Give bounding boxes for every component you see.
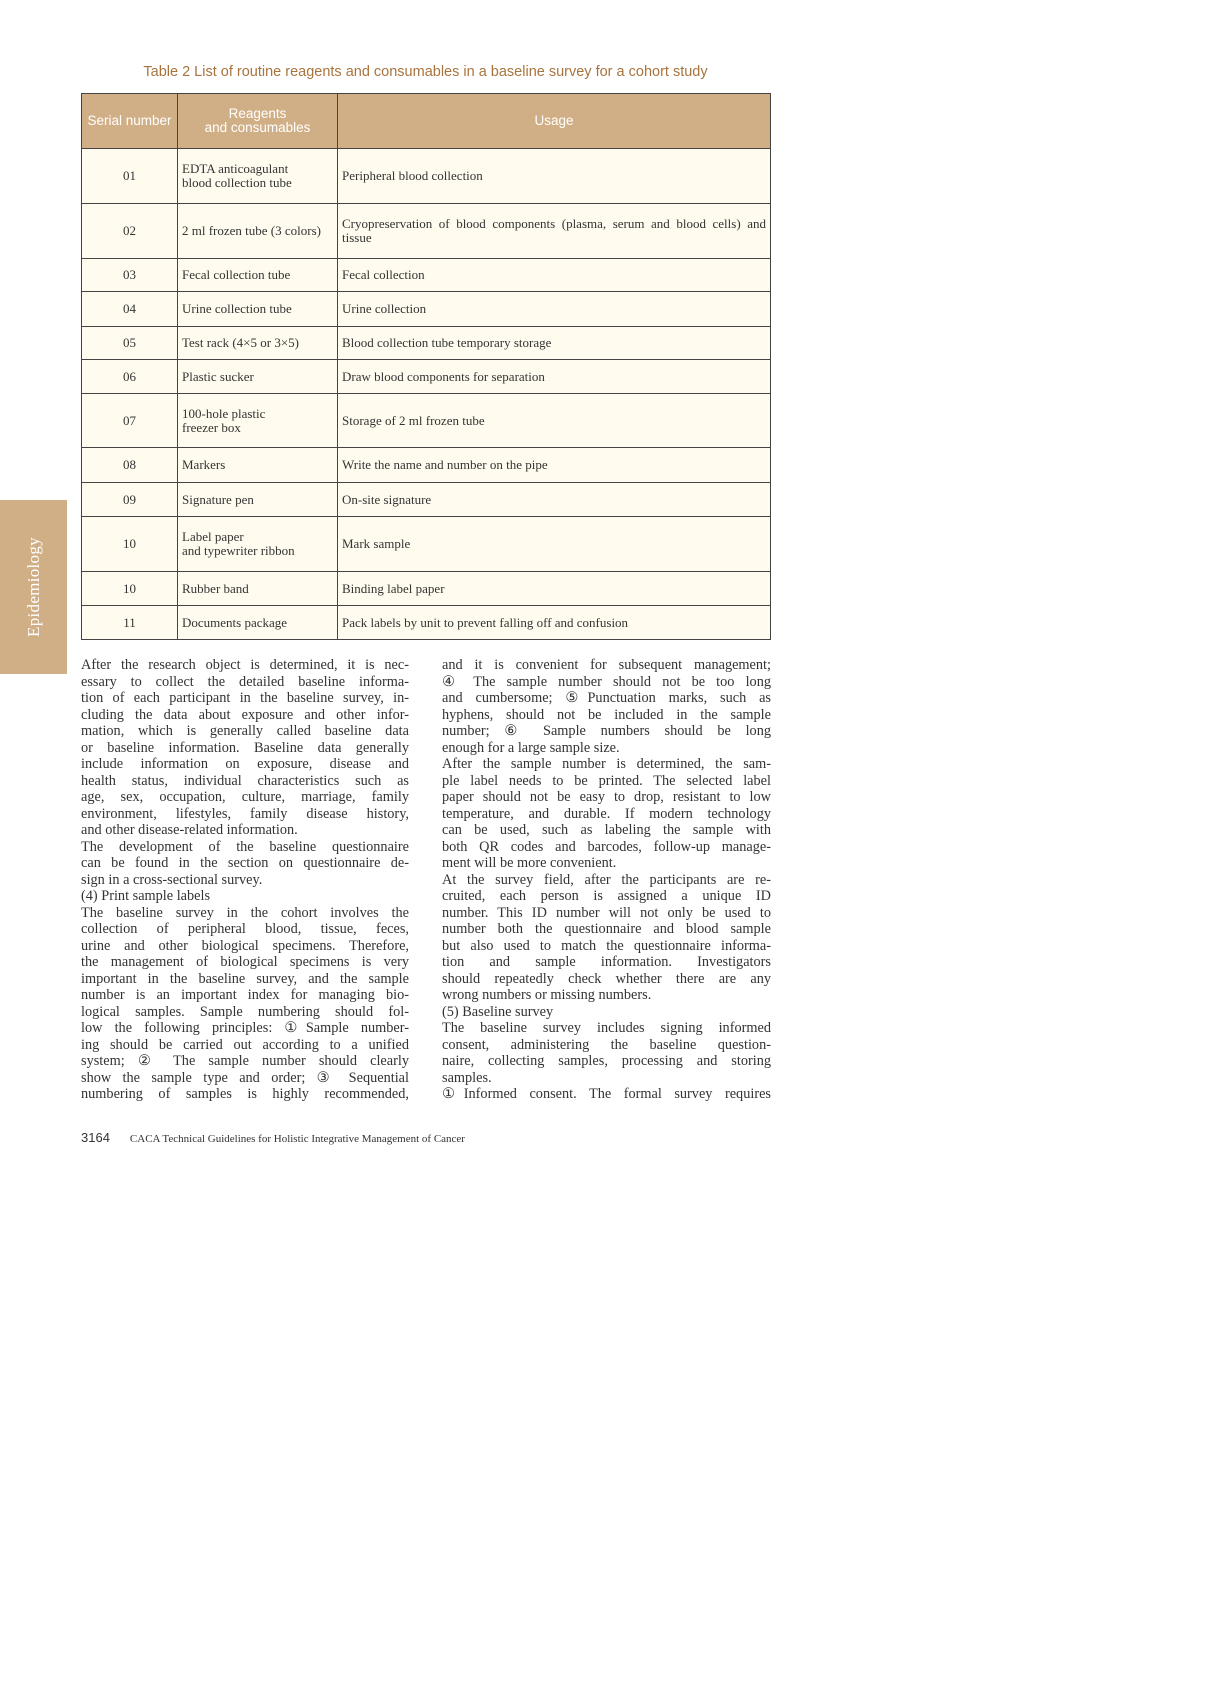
header-reagents: Reagents and consumables <box>178 94 338 149</box>
table-row <box>82 259 771 292</box>
body-text-line: both QR codes and barcodes, follow-up manage- <box>442 838 771 855</box>
table-row <box>82 360 771 394</box>
body-text-line: tion of each participant in the baseline survey, in- <box>81 690 409 706</box>
body-text-line: urine and other biological specimens. Therefore, <box>81 937 409 954</box>
body-text-line: number; ⑥ Sample numbers should be long <box>442 723 771 739</box>
journal-title: CACA Technical Guidelines for Holistic Integrative Management of Cancer <box>129 1133 465 1145</box>
body-text-line: wrong numbers or missing numbers. <box>442 987 652 1003</box>
cell-reagent: Fecal collection tube <box>178 259 338 292</box>
body-text-line: cluding the data about exposure and other infor- <box>81 706 409 723</box>
body-text-line: temperature, and durable. If modern technology <box>442 805 771 822</box>
body-text-line: ple label needs to be printed. The selected label <box>442 772 771 789</box>
cell-usage: On-site signature <box>338 483 771 517</box>
header-serial-number: Serial number <box>82 94 178 149</box>
body-column-right <box>442 657 771 1103</box>
body-text-line: essary to collect the detailed baseline informa- <box>81 673 409 690</box>
table-row <box>82 572 771 606</box>
body-text-line: After the sample number is determined, the sam- <box>442 756 771 772</box>
cell-usage: Binding label paper <box>338 572 771 606</box>
body-text-line: paper should not be easy to drop, resistant to low <box>442 789 771 805</box>
body-text-line: The baseline survey includes signing informed <box>442 1020 771 1036</box>
cell-serial-number: 10 <box>82 517 178 572</box>
cell-usage: Blood collection tube temporary storage <box>338 327 771 360</box>
reagents-table <box>81 93 771 640</box>
body-text-line: collection of peripheral blood, tissue, feces, <box>81 921 409 937</box>
cell-reagent: EDTA anticoagulant blood collection tube <box>178 149 338 204</box>
body-text-line: hyphens, should not be included in the sample <box>442 706 771 723</box>
cell-serial-number: 09 <box>82 483 178 517</box>
body-text-line: and it is convenient for subsequent management; <box>442 657 771 673</box>
body-text-line: (5) Baseline survey <box>442 1003 554 1020</box>
body-text-line: numbering of samples is highly recommended, <box>81 1086 409 1102</box>
cell-reagent: Label paper and typewriter ribbon <box>178 517 338 572</box>
cell-reagent: Plastic sucker <box>178 360 338 394</box>
table-header-row <box>82 94 771 149</box>
cell-reagent: Documents package <box>178 606 338 640</box>
table-caption: Table 2 List of routine reagents and consumables in a baseline survey for a cohort study <box>143 64 708 80</box>
body-text-line: ④ The sample number should not be too long <box>442 673 771 690</box>
body-text-line: enough for a large sample size. <box>442 739 620 756</box>
body-text-line: environment, lifestyles, family disease history, <box>81 805 409 822</box>
body-text-line: the management of biological specimens is very <box>81 954 409 970</box>
body-text-line: number both the questionnaire and blood sample <box>442 921 771 937</box>
cell-serial-number: 04 <box>82 292 178 327</box>
body-text-line: low the following principles: ①Sample number- <box>81 1020 409 1036</box>
body-text-line: ing should be carried out according to a unified <box>81 1036 409 1053</box>
body-text-line: should repeatedly check whether there are any <box>442 970 771 987</box>
cell-serial-number: 01 <box>82 149 178 204</box>
body-text-line: can be used, such as labeling the sample with <box>442 822 771 838</box>
section-side-tab <box>0 500 67 674</box>
body-text-line: health status, individual characteristics such as <box>81 772 409 789</box>
body-text-line: can be found in the section on questionnaire de- <box>81 855 409 871</box>
cell-serial-number: 08 <box>82 448 178 483</box>
table-row <box>82 483 771 517</box>
body-text-line: sign in a cross-sectional survey. <box>81 871 263 888</box>
table-row <box>82 292 771 327</box>
body-text-line: number. This ID number will not only be used to <box>442 904 771 921</box>
body-text-line: include information on exposure, disease and <box>81 756 409 772</box>
cell-serial-number: 02 <box>82 204 178 259</box>
body-text-line: ment will be more convenient. <box>442 855 617 871</box>
body-text-line: mation, which is generally called baseline data <box>81 723 409 739</box>
body-text-line: number is an important index for managing bio- <box>81 987 409 1003</box>
table-row <box>82 448 771 483</box>
body-text-line: The baseline survey in the cohort involves the <box>81 904 409 921</box>
cell-reagent: 2 ml frozen tube (3 colors) <box>178 204 338 259</box>
cell-reagent: 100-hole plastic freezer box <box>178 394 338 448</box>
body-text-line: tion and sample information. Investigators <box>442 954 771 970</box>
body-text-line: system; ② The sample number should clearly <box>81 1053 409 1069</box>
cell-usage: Urine collection <box>338 292 771 327</box>
cell-serial-number: 11 <box>82 606 178 640</box>
cell-serial-number: 05 <box>82 327 178 360</box>
body-text-line: After the research object is determined, it is nec- <box>81 657 409 673</box>
table-row <box>82 204 771 259</box>
body-text-line: (4) Print sample labels <box>81 888 211 904</box>
body-text-line: show the sample type and order; ③ Sequential <box>81 1069 409 1086</box>
cell-reagent: Signature pen <box>178 483 338 517</box>
cell-usage: Cryopreservation of blood components (plasma, serum and blood cells) and tissue <box>338 204 771 259</box>
body-text-line: samples. <box>442 1069 492 1086</box>
body-column-left <box>81 657 409 1103</box>
cell-usage: Write the name and number on the pipe <box>338 448 771 483</box>
body-text-line: naire, collecting samples, processing and storing <box>442 1053 771 1069</box>
cell-reagent: Rubber band <box>178 572 338 606</box>
body-text-line: consent, administering the baseline question- <box>442 1036 771 1053</box>
table-row <box>82 606 771 640</box>
table-row <box>82 149 771 204</box>
body-text-line: age, sex, occupation, culture, marriage, family <box>81 789 409 805</box>
cell-usage: Storage of 2 ml frozen tube <box>338 394 771 448</box>
cell-serial-number: 06 <box>82 360 178 394</box>
body-text-line: The development of the baseline questionnaire <box>81 838 409 855</box>
body-text-line: At the survey field, after the participants are re- <box>442 871 771 888</box>
cell-reagent: Test rack (4×5 or 3×5) <box>178 327 338 360</box>
page-number: 3164 <box>81 1130 110 1145</box>
header-usage: Usage <box>338 94 771 149</box>
cell-serial-number: 10 <box>82 572 178 606</box>
section-side-tab-label: Epidemiology <box>23 537 43 637</box>
cell-usage: Peripheral blood collection <box>338 149 771 204</box>
body-text-line: and cumbersome; ⑤Punctuation marks, such as <box>442 690 771 706</box>
table-row <box>82 327 771 360</box>
page-footer <box>81 1130 465 1145</box>
body-text-line: or baseline information. Baseline data generally <box>81 739 409 756</box>
cell-reagent: Urine collection tube <box>178 292 338 327</box>
body-text-line: cruited, each person is assigned a unique ID <box>442 888 771 904</box>
table-row <box>82 517 771 572</box>
body-text-line: important in the baseline survey, and the sample <box>81 970 409 987</box>
body-text-line: but also used to match the questionnaire informa- <box>442 937 771 954</box>
body-text-line: ①Informed consent. The formal survey requires <box>442 1086 771 1102</box>
cell-usage: Pack labels by unit to prevent falling off and confusion <box>338 606 771 640</box>
table-row <box>82 394 771 448</box>
cell-usage: Draw blood components for separation <box>338 360 771 394</box>
cell-usage: Mark sample <box>338 517 771 572</box>
cell-reagent: Markers <box>178 448 338 483</box>
cell-serial-number: 03 <box>82 259 178 292</box>
body-text-line: logical samples. Sample numbering should fol- <box>81 1003 409 1020</box>
body-text-line: and other disease-related information. <box>81 822 298 838</box>
cell-serial-number: 07 <box>82 394 178 448</box>
cell-usage: Fecal collection <box>338 259 771 292</box>
